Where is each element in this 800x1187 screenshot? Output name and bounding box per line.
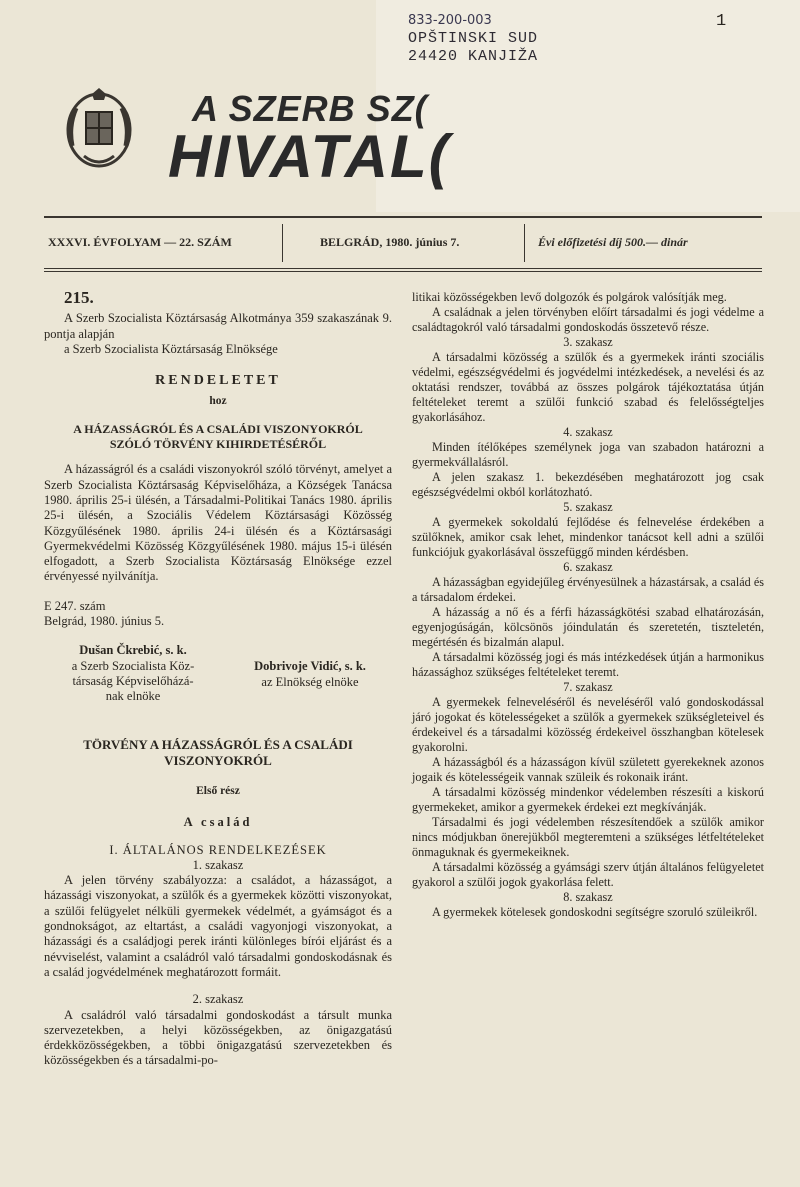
section-7-text-3: A társadalmi közösség mindenkor védelemben részesíti a kiskorú gyermekeket, amikor a gyermekek érdekei ezt megkívánják.	[412, 785, 764, 814]
stamp-number: 833-200-003	[408, 13, 492, 28]
section-1-heading: 1. szakasz	[192, 857, 244, 872]
stamp-line-court: OPŠTINSKI SUD	[408, 30, 539, 47]
decree-hoz: hoz	[209, 395, 227, 408]
section-6-heading: 6. szakasz	[563, 560, 613, 574]
signer-2-title: az Elnökség elnöke	[261, 674, 359, 689]
place-date-label: BELGRÁD, 1980. június 7.	[320, 235, 460, 249]
section-6-text-1: A házasságban egyidejűleg érvényesülnek a házastársak, a család és a társadalom érdekei.	[412, 575, 764, 604]
decree-body: A házasságról és a családi viszonyokról szóló törvényt, amelyet a Szerb Szocialista Köztársaság Képviselőháza, a Községek Tanácsa 1980. április 25-i ülésén, a Társadalmi-Politikai Tanács 1980. április 25-i ülésén, a Szociális Védelem Köztársasági Közösség Közgyűlésének 1980. április 24-i ülésén és a Köztársasági Gyermekvédelmi Közösség Közgyűlésének 1980. május 15-i ülésén elfogadott, a Szerb Szocialista Köztársaság Elnöksége ezzel érvényessé nyilvánítja.	[44, 462, 392, 584]
section-3-text: A társadalmi közösség a szülők és a gyermekek iránti szociális védelmi, egészségvédelmi és jogvédelmi intézkedések, a nevelési és az oktatási rendszer, továbbá az összes polgárok tájékoztatása útján feltételeket teremt a szülői funkció szabad és felelősségteljes gyakorlásához.	[412, 350, 764, 424]
signer-1-title-l1: a Szerb Szocialista Köz-	[71, 658, 195, 673]
section-4-text-1: Minden ítélőképes személynek joga van szabadon határozni a gyermekvállalásról.	[412, 440, 764, 469]
coat-of-arms-icon	[64, 86, 134, 170]
section-3-heading: 3. szakasz	[563, 335, 613, 349]
decree-number: 215.	[64, 288, 94, 307]
masthead-title-line2: HIVATAL(	[168, 123, 451, 190]
section-2-continued: litikai közösségekben levő dolgozók és polgárok valósítják meg.	[412, 290, 727, 304]
section-1-text: A jelen törvény szabályozza: a családot, a házasságot, a házassági viszonyokat, a szülők és a gyermekek közötti viszonyokat, a szülői felügyelet nélküli gyermekek védelmét, a gyámságot és a gondnokságot, az eltartást, a családi vagyonjogi viszonyokat, a házassági és a családjogi perek iránti különleges bírói eljárást és a névviselést, valamint a családról való társadalmi gondoskodásnak és a család jogvédelmének meghatározott formáit.	[44, 873, 392, 979]
signer-1-title-l3: nak elnöke	[105, 689, 161, 704]
part-heading: Első rész	[196, 784, 240, 797]
masthead	[40, 70, 451, 210]
section-4-heading: 4. szakasz	[563, 425, 613, 439]
section-7-text-5: A társadalmi közösség a gyámsági szerv útján általános felügyeletet gyakorol a szülői jogok gyakorlása felett.	[412, 860, 764, 889]
section-8-heading: 8. szakasz	[563, 890, 613, 904]
chapter-heading: I. ÁLTALÁNOS RENDELKEZÉSEK	[109, 842, 327, 857]
reg-date: Belgrád, 1980. június 5.	[44, 614, 165, 629]
left-column	[44, 290, 392, 1069]
issuer: a Szerb Szocialista Köztársaság Elnöksége	[64, 341, 278, 356]
section-6-text-3: A társadalmi közösség jogi és más intézkedések útján a harmonikus házassághoz szükséges feltételeket teremt.	[412, 650, 764, 679]
court-stamp	[408, 12, 678, 66]
header-bottom-rule	[44, 268, 762, 269]
section-7-heading: 7. szakasz	[563, 680, 613, 694]
signer-1-title-l2: társaság Képviselőházá-	[72, 673, 194, 688]
section-5-text: A gyermekek sokoldalú fejlődése és felnevelése érdekében a szülőknek, amikor csak lehet, mindenkor tanácsot kell adni a szülői funkciójuk gyakorlásával összefüggő minden kérdésben.	[412, 515, 764, 559]
subscription-label: Évi előfizetési díj 500.— dinár	[538, 235, 688, 249]
signatures	[44, 643, 392, 703]
section-8-text: A gyermekek kötelesek gondoskodni segítségre szoruló szüleikről.	[432, 905, 758, 919]
masthead-title-line1: A SZERB SZ(	[192, 88, 428, 129]
decree-heading: RENDELETET	[155, 373, 281, 389]
law-title: TÖRVÉNY A HÁZASSÁGRÓL ÉS A CSALÁDI VISZONYOKRÓL	[83, 737, 353, 768]
signer-1-name: Dušan Čkrebić, s. k.	[79, 643, 187, 658]
signer-2-name: Dobrivoje Vidić, s. k.	[254, 659, 366, 674]
family-heading: A család	[183, 815, 253, 830]
section-7-text-1: A gyermekek felneveléséről és neveléséről való gondoskodással járó jogokat és kötelességeket a szülők a gyermekek szükségleteivel és érdekeivel és a társadalmi közösség érdekeivel összhangban kötelesek gyakorolni.	[412, 695, 764, 754]
header-top-rule	[44, 216, 762, 218]
header-divider-2	[524, 224, 525, 262]
signer-2	[230, 659, 390, 690]
volume-label: XXXVI. ÉVFOLYAM — 22. SZÁM	[48, 235, 232, 249]
preamble: A Szerb Szocialista Köztársaság Alkotmánya 359 szakaszának 9. pontja alapján	[44, 311, 392, 341]
section-6-text-2: A házasság a nő és a férfi házasságkötési szabad elhatározásán, egyenjogúságán, kölcsönös jóindulatán és szeretetén, tiszteletén, megértésén és bizalmán alapul.	[412, 605, 764, 649]
section-5-heading: 5. szakasz	[563, 500, 613, 514]
reg-number: E 247. szám	[44, 598, 106, 613]
header-bottom-rule-2	[44, 271, 762, 272]
signer-1	[48, 643, 218, 704]
section-2-para2: A családnak a jelen törvényben előírt társadalmi és jogi védelme a családtagokról való társadalmi gondoskodás összetevő része.	[412, 305, 764, 334]
right-column	[412, 290, 764, 920]
section-4-text-2: A jelen szakasz 1. bekezdésében meghatározott jog csak egészségvédelmi okból korlátozható.	[412, 470, 764, 499]
decree-title: A HÁZASSÁGRÓL ÉS A CSALÁDI VISZONYOKRÓL SZÓLÓ TÖRVÉNY KIHIRDETÉSÉRŐL	[73, 421, 363, 452]
stamp-line-city: 24420 KANJIŽA	[408, 48, 539, 65]
header-divider-1	[282, 224, 283, 262]
page-number: 1	[716, 12, 727, 31]
section-2-text: A családról való társadalmi gondoskodást a társult munka szervezetekben, a helyi közösségekben, az önigazgatású érdekközösségekben, a többi önigazgatású szervezetekben és közösségekben és a társadalmi-po-	[44, 1007, 392, 1068]
section-2-heading: 2. szakasz	[192, 992, 244, 1007]
section-7-text-2: A házasságból és a házasságon kívül született gyerekeknek azonos jogaik és kötelességeik vannak szüleik és rokonaik iránt.	[412, 755, 764, 784]
section-7-text-4: Társadalmi és jogi védelemben részesítendőek a szülők amikor nincs módjukban önerejükből megteremteni a szükséges létfeltételeket önmaguknak és gyermekeiknek.	[412, 815, 764, 859]
